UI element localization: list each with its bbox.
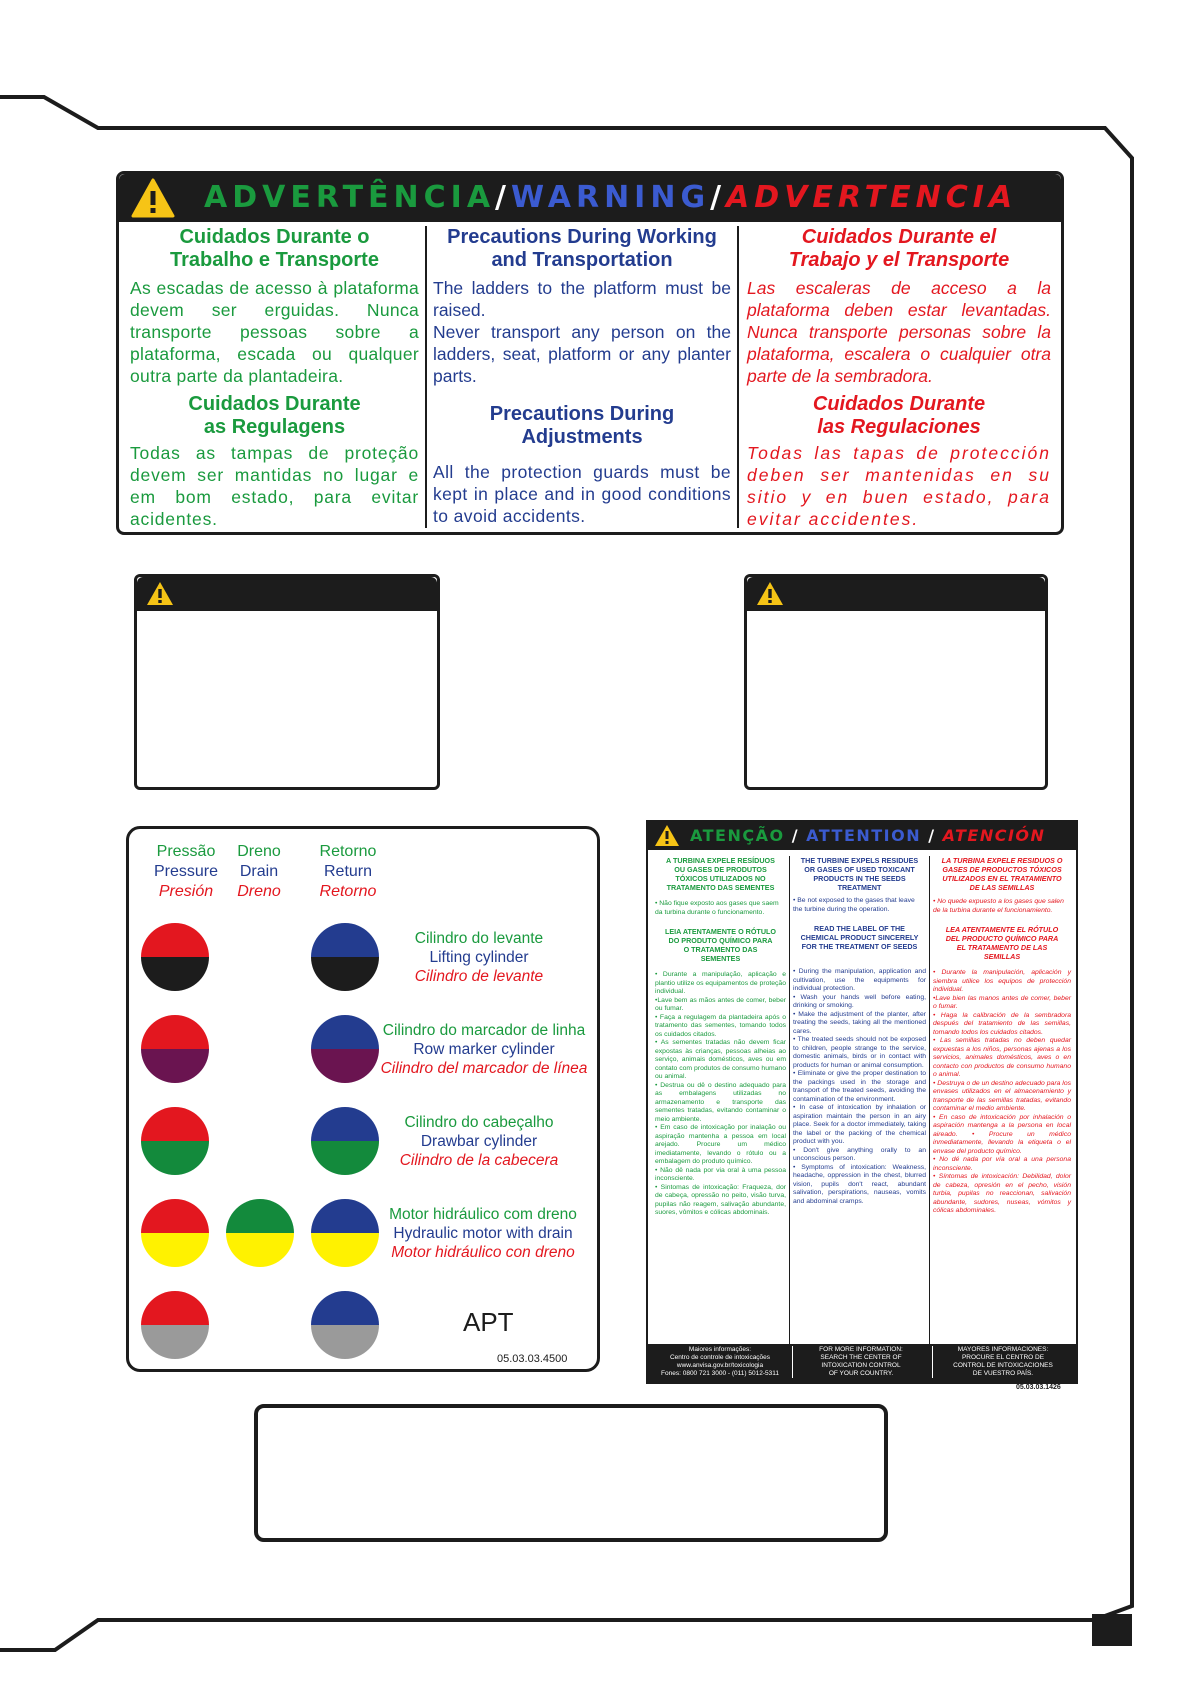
warning-pt-heading1: Cuidados Durante o Trabalho e Transporte [170, 226, 379, 271]
attention-footer-en: FOR MORE INFORMATION: SEARCH THE CENTER OF INTOXICATION CONTROL OF YOUR COUNTRY. [792, 1346, 929, 1378]
warning-es-heading2: Cuidados Durante las Regulaciones [812, 393, 986, 438]
header-pressure: Pressão Pressure Presión [153, 843, 219, 900]
attention-en-heading2: READ THE LABEL OF THE CHEMICAL PRODUCT SINCERELY FOR THE TREATMENT OF SEEDS [800, 924, 919, 951]
hydraulic-decal [126, 826, 600, 1372]
warning-pt-text2: Todas as tampas de proteção devem ser mantidas no lugar e em bom estado, para evitar acidentes. [130, 443, 419, 529]
warning-pt-heading2: Cuidados Durante as Regulagens [188, 393, 361, 438]
blank-warning-header-left [137, 577, 437, 611]
warning-header [119, 174, 1061, 222]
warning-triangle-icon [145, 580, 175, 607]
attention-pt-heading1: A TURBINA EXPELE RESÍDUOS OU GASES DE PRODUTOS TÓXICOS UTILIZADOS NO TRATAMENTO DAS SEMENTES [666, 856, 775, 892]
pressure-dot-motor [141, 1199, 209, 1267]
label-drawbar-cylinder: Cilindro do cabeçalho Drawbar cylinder Cilindro de la cabecera [399, 1114, 559, 1169]
warning-title-pt: ADVERTÊNCIA [204, 180, 496, 215]
return-dot-motor [311, 1199, 379, 1267]
attention-footer-pt: Maiores informações: Centro de controle de intoxicações www.anvisa.gov.br/toxicologia Fones: 0800 721 3000 - (011) 5012-5311 [661, 1346, 779, 1377]
attention-es-heading2: LEA ATENTAMENTE EL RÓTULO DEL PRODUCTO QUÍMICO PARA EL TRATAMIENTO DE LAS SEMILLAS [945, 925, 1059, 961]
attention-es-text1: • No quede expuesto a los gases que salen de la turbina durante el funcionamiento. [933, 898, 1064, 914]
warning-title: ADVERTÊNCIA/WARNING/ADVERTENCIA [204, 180, 1018, 215]
attention-col-es [930, 856, 1074, 1378]
attention-en-text2: • During the manipulation, application and cultivation, use the equipments for individual protection. • Wash your hands well before eating, drinking or smoking. • Make the adjustment of the planter, after treating the seeds, taking all the mentioned cares. • The treated seeds should not be exposed to children, people strange to the service, domestic animals, birds or in contact with products for human or animal consumption. • Eliminate or give the proper destination to the packings used in the storage and transport of the treated seeds, avoiding the contamination of the environment. • In case of intoxication by inhalation or aspiration maintain the person in an airy place. Seek for a doctor immediately, taking the label or the packing of the chemical product with you. • Don't give anything orally to an unconscious person. • Symptoms of intoxication: Weakness, headache, oppression in the chest, blurred vision, pupils don't react, abundant salivation, perspirations, nauseas, vomits and abdominal cramps. [793, 968, 926, 1205]
attention-footer-es: MAYORES INFORMACIONES: PROCURE EL CENTRO DE CONTROL DE INTOXICACIONES DE VUESTRO PAÍS. [932, 1346, 1073, 1378]
return-dot-drawbar [311, 1107, 379, 1175]
warning-es-text2: Todas las tapas de protección deben ser mantenidas en su sitio y en buen estado, para evitar accidentes. [747, 443, 1051, 529]
pressure-dot-row-marker [141, 1015, 209, 1083]
label-lifting-cylinder: Cilindro do levante Lifting cylinder Cilindro de levante [414, 930, 544, 985]
blank-warning-header-right [747, 577, 1045, 611]
attention-pt-text2: • Durante a manipulação, aplicação e plantio utilize os equipamentos de proteção individual. •Lave bem as mãos antes de comer, beber ou fumar. • Faça a regulagem da plantadeira após o tratamento das sementes, tomando todos os cuidados citados. • As sementes tratadas não devem ficar expostas às crianças, pessoas alheias ao serviço, animais domésticos, aves ou em contato com produtos de consumo humano ou animal. • Destrua ou dê o destino adequado para as embalagens utilizadas no armazenamento e transporte das sementes tratadas, evitando contaminar o meio ambiente. • Em caso de intoxicação por inalação ou aspiração mantenha a pessoa em local arejado. Procure um médico imediatamente, levando o rótulo ou a embalagem do produto químico. • Não dê nada por via oral à uma pessoa inconsciente. • Sintomas de intoxicação: Fraqueza, dor de cabeça, opressão no peito, visão turva, pupilas não reagem, salivação abundante, suores, vômitos e cólicas abdominais. [655, 971, 786, 1216]
attention-pt-text1: • Não fique exposto aos gases que saem da turbina durante o funcionamento. [655, 900, 779, 916]
pressure-dot-drawbar [141, 1107, 209, 1175]
warning-decal [116, 171, 1064, 535]
attention-title-es: ATENCIÓN [942, 826, 1046, 845]
warning-triangle-icon [131, 178, 175, 218]
attention-en-text1: • Be not exposed to the gases that leave the turbine during the operation. [793, 897, 915, 913]
warning-col-pt [125, 226, 427, 528]
return-dot-lifting [311, 923, 379, 991]
attention-pt-heading2: LEIA ATENTAMENTE O RÓTULO DO PRODUTO QUÍMICO PARA O TRATAMENTO DAS SEMENTES [665, 927, 776, 963]
apt-label: APT [463, 1307, 514, 1337]
warning-title-es: ADVERTENCIA [726, 180, 1018, 215]
warning-triangle-icon [755, 580, 785, 607]
warning-es-text1: Las escaleras de acceso a la plataforma deben estar levantadas. Nunca transporte personas sobre la plataforma, escalera o cualquier otra parte de la sembradora. [747, 278, 1051, 386]
warning-col-es [739, 226, 1059, 528]
blank-warning-decal-left [134, 574, 440, 790]
attention-code: 05.03.03.1426 [1016, 1384, 1061, 1391]
attention-title-en: ATTENTION [806, 826, 922, 845]
attention-header [648, 822, 1076, 850]
attention-es-heading1: LA TURBINA EXPELE RESIDUOS O GASES DE PRODUCTOS TÓXICOS UTILIZADOS EN EL TRATAMIENTO DE LAS SEMILLAS [941, 856, 1063, 892]
warning-pt-text1: As escadas de acesso à plataforma devem ser erguidas. Nunca transporte pessoas sobre a plataforma, escada ou qualquer outra parte da plantadeira. [130, 278, 419, 386]
attention-es-text2: • Durante la manipulación, aplicación y siembra utilice los equipos de protección individual. •Lave bien las manos antes de comer, beber o fumar. • Haga la calibración de la sembradora después del tratamiento de las semillas, tomando todos los cuidados citados. • Las semillas tratadas no deben quedar expuestas a los niños, personas ajenas a los servicios, animales domésticos, aves o en contacto con productos de consumo humano o animal. • Destruya o de un destino adecuado para los envases utilizados en el almacenamiento y transporte de las semillas tratadas, evitando contaminar el medio ambiente. • En caso de intoxicación por inhalación o aspiración mantenga a la persona en local aireado. • Procure un médico inmediatamente, llevando la etiqueta o el envase del producto químico. • No dé nada por vía oral a una persona inconsciente. • Síntomas de intoxicación: Debilidad, dolor de cabeza, opresión en el pecho, visión turbia, pupilas no reaccionan, salivación abundante, sudores, nuseas, vómitos y cólicas abdominales. [933, 969, 1071, 1214]
attention-decal [646, 820, 1078, 1384]
warning-en-heading2: Precautions During Adjustments [489, 403, 675, 448]
attention-title: ATENÇÃO / ATTENTION / ATENCIÓN [690, 826, 1046, 845]
warning-en-text2: All the protection guards must be kept in place and in good conditions to avoid accidents. [433, 462, 731, 526]
attention-col-en [790, 856, 930, 1378]
header-return: Retorno Return Retorno [319, 843, 377, 900]
attention-en-heading1: THE TURBINE EXPELS RESIDUES OR GASES OF USED TOXICANT PRODUCTS IN THE SEEDS TREATMENT [800, 856, 919, 892]
pressure-dot-lifting [141, 923, 209, 991]
warning-title-en: WARNING [511, 180, 711, 215]
warning-es-heading1: Cuidados Durante el Trabajo y el Transporte [788, 226, 1010, 271]
attention-title-pt: ATENÇÃO [690, 826, 785, 845]
blank-bottom-decal [254, 1404, 888, 1542]
warning-en-heading1: Precautions During Working and Transportation [447, 226, 717, 271]
label-row-marker-cylinder: Cilindro do marcador de linha Row marker cylinder Cilindro del marcador de línea [380, 1022, 588, 1077]
label-hydraulic-motor: Motor hidráulico com dreno Hydraulic motor with drain Motor hidráulico con dreno [389, 1206, 577, 1261]
pressure-dot-spare [141, 1291, 209, 1359]
return-dot-spare [311, 1291, 379, 1359]
warning-col-en [427, 226, 739, 528]
warning-triangle-icon [654, 824, 680, 848]
blank-warning-decal-right [744, 574, 1048, 790]
header-drain: Dreno Drain Dreno [237, 843, 281, 900]
attention-footer [648, 1344, 1076, 1382]
drain-dot-motor [226, 1199, 294, 1267]
attention-col-pt [652, 856, 790, 1378]
warning-en-text1: The ladders to the platform must be raised. Never transport any person on the ladders, seat, platform or any planter parts. [433, 278, 731, 386]
return-dot-row-marker [311, 1015, 379, 1083]
hydraulic-code: 05.03.03.4500 [497, 1353, 568, 1365]
